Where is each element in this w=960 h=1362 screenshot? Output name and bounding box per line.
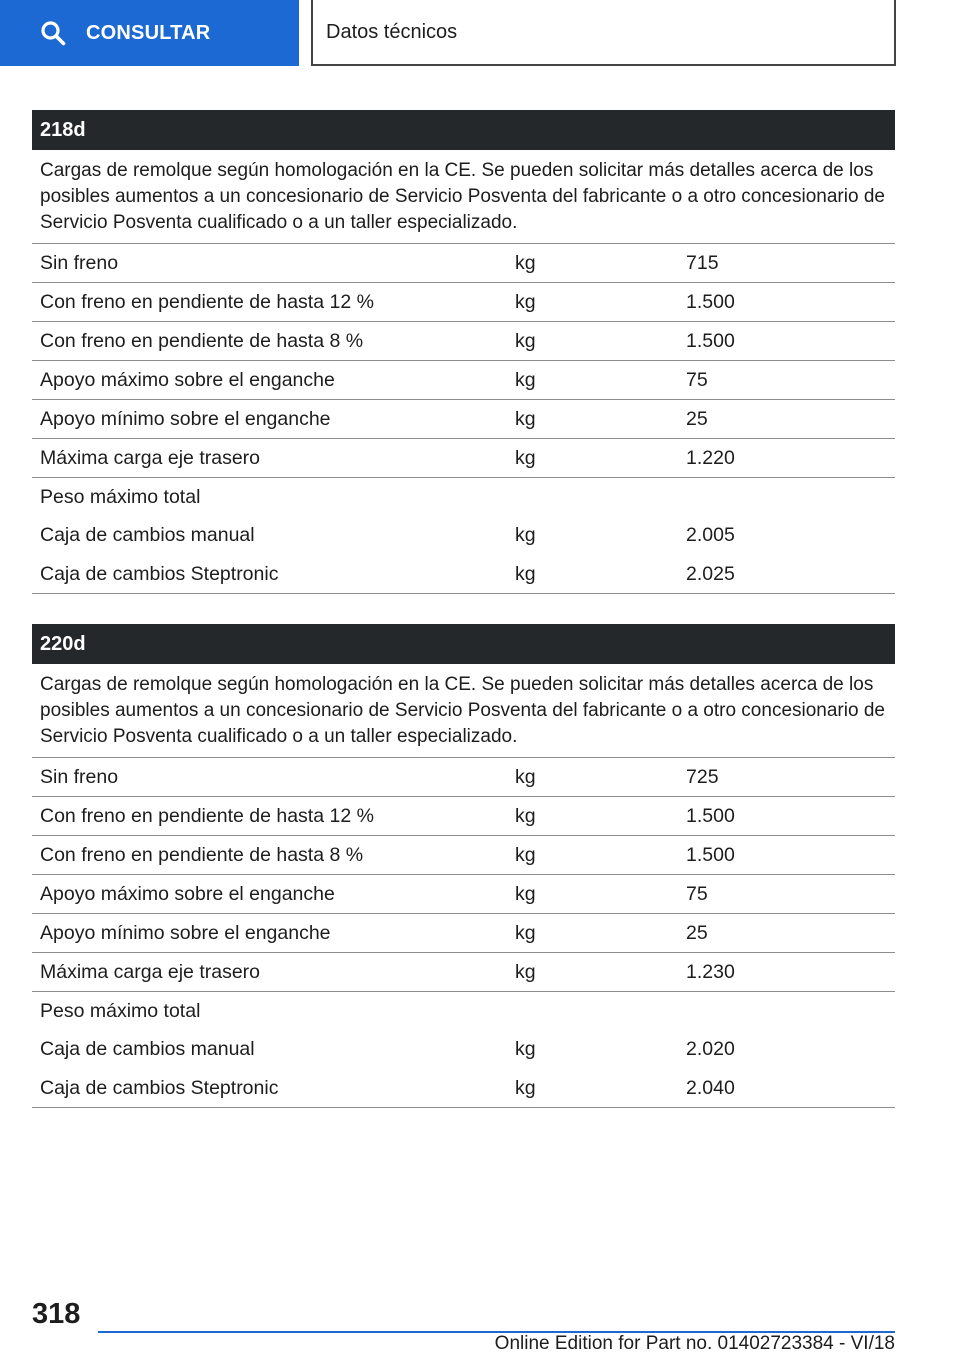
consultar-button[interactable] [0, 0, 299, 66]
row-label: Caja de cambios Steptronic [40, 562, 279, 585]
row-value: 1.500 [686, 290, 735, 313]
row-unit: kg [515, 921, 536, 944]
row-value: 1.500 [686, 329, 735, 352]
row-label: Sin freno [40, 251, 119, 274]
row-label: Con freno en pendiente de hasta 12 % [40, 804, 374, 827]
row-value: 725 [686, 765, 719, 788]
row-unit: kg [515, 765, 536, 788]
row-unit: kg [515, 329, 536, 352]
row-label: Caja de cambios manual [40, 524, 255, 546]
row-label: Peso máximo total [40, 999, 201, 1022]
row-label: Caja de cambios Steptronic [40, 1076, 279, 1099]
row-unit: kg [515, 290, 536, 313]
table-row [32, 555, 895, 594]
table-row [32, 243, 895, 282]
search-icon [40, 20, 66, 46]
row-value: 2.005 [686, 524, 735, 546]
row-value: 2.025 [686, 562, 735, 585]
row-label: Con freno en pendiente de hasta 8 % [40, 843, 364, 866]
table-row [32, 757, 895, 796]
spec-section-220d [32, 624, 895, 1108]
row-label: Sin freno [40, 765, 119, 788]
table-row [32, 516, 895, 555]
row-unit: kg [515, 368, 536, 391]
page-number: 318 [32, 1298, 81, 1330]
table-row [32, 438, 895, 477]
table-row [32, 282, 895, 321]
table-row [32, 913, 895, 952]
row-value: 75 [686, 882, 708, 905]
row-unit: kg [515, 843, 536, 866]
row-label: Apoyo mínimo sobre el enganche [40, 921, 331, 944]
row-label: Apoyo máximo sobre el enganche [40, 882, 335, 905]
page-section-title: Datos técnicos [311, 0, 896, 66]
row-value: 2.040 [686, 1076, 735, 1099]
row-unit: kg [515, 446, 536, 469]
row-unit: kg [515, 407, 536, 430]
table-row [32, 835, 895, 874]
row-label: Apoyo máximo sobre el enganche [40, 368, 335, 391]
row-unit: kg [515, 804, 536, 827]
row-label: Máxima carga eje trasero [40, 446, 261, 469]
table-row [32, 1030, 895, 1069]
row-label: Máxima carga eje trasero [40, 960, 261, 983]
row-label: Caja de cambios manual [40, 1038, 255, 1060]
row-unit: kg [515, 251, 536, 274]
table-row [32, 952, 895, 991]
section-heading: 218d [32, 110, 895, 150]
row-unit: kg [515, 524, 536, 546]
row-value: 1.500 [686, 804, 735, 827]
table-row [32, 321, 895, 360]
table-row [32, 796, 895, 835]
section-description: Cargas de remolque según homologación en la CE. Se pueden solicitar más detalles acerca de los posibles aumentos a un concesionario de Servicio Posventa del fabricante o a otro concesionario de Servicio Posventa cualificado o a un taller especializado. [40, 674, 885, 747]
row-label: Peso máximo total [40, 485, 201, 508]
row-value: 75 [686, 368, 708, 391]
row-value: 25 [686, 921, 708, 944]
consultar-label: CONSULTAR [86, 21, 211, 44]
row-unit: kg [515, 1076, 536, 1099]
row-value: 2.020 [686, 1038, 735, 1060]
row-value: 1.220 [686, 446, 735, 469]
table-row [32, 991, 895, 1030]
row-value: 715 [686, 251, 719, 274]
section-heading: 220d [32, 624, 895, 664]
row-unit: kg [515, 562, 536, 585]
row-label: Con freno en pendiente de hasta 8 % [40, 329, 364, 352]
table-row [32, 399, 895, 438]
row-value: 1.230 [686, 960, 735, 983]
edition-text: Online Edition for Part no. 01402723384 - VI/18 [494, 1333, 895, 1354]
row-value: 25 [686, 407, 708, 430]
row-value: 1.500 [686, 843, 735, 866]
spec-section-218d [32, 110, 895, 594]
row-label: Apoyo mínimo sobre el enganche [40, 407, 331, 430]
table-row [32, 874, 895, 913]
row-label: Con freno en pendiente de hasta 12 % [40, 290, 374, 313]
table-row [32, 477, 895, 516]
section-description: Cargas de remolque según homologación en la CE. Se pueden solicitar más detalles acerca de los posibles aumentos a un concesionario de Servicio Posventa del fabricante o a otro concesionario de Servicio Posventa cualificado o a un taller especializado. [40, 160, 885, 233]
row-unit: kg [515, 960, 536, 983]
table-row [32, 1069, 895, 1108]
table-row [32, 360, 895, 399]
row-unit: kg [515, 1038, 536, 1060]
row-unit: kg [515, 882, 536, 905]
